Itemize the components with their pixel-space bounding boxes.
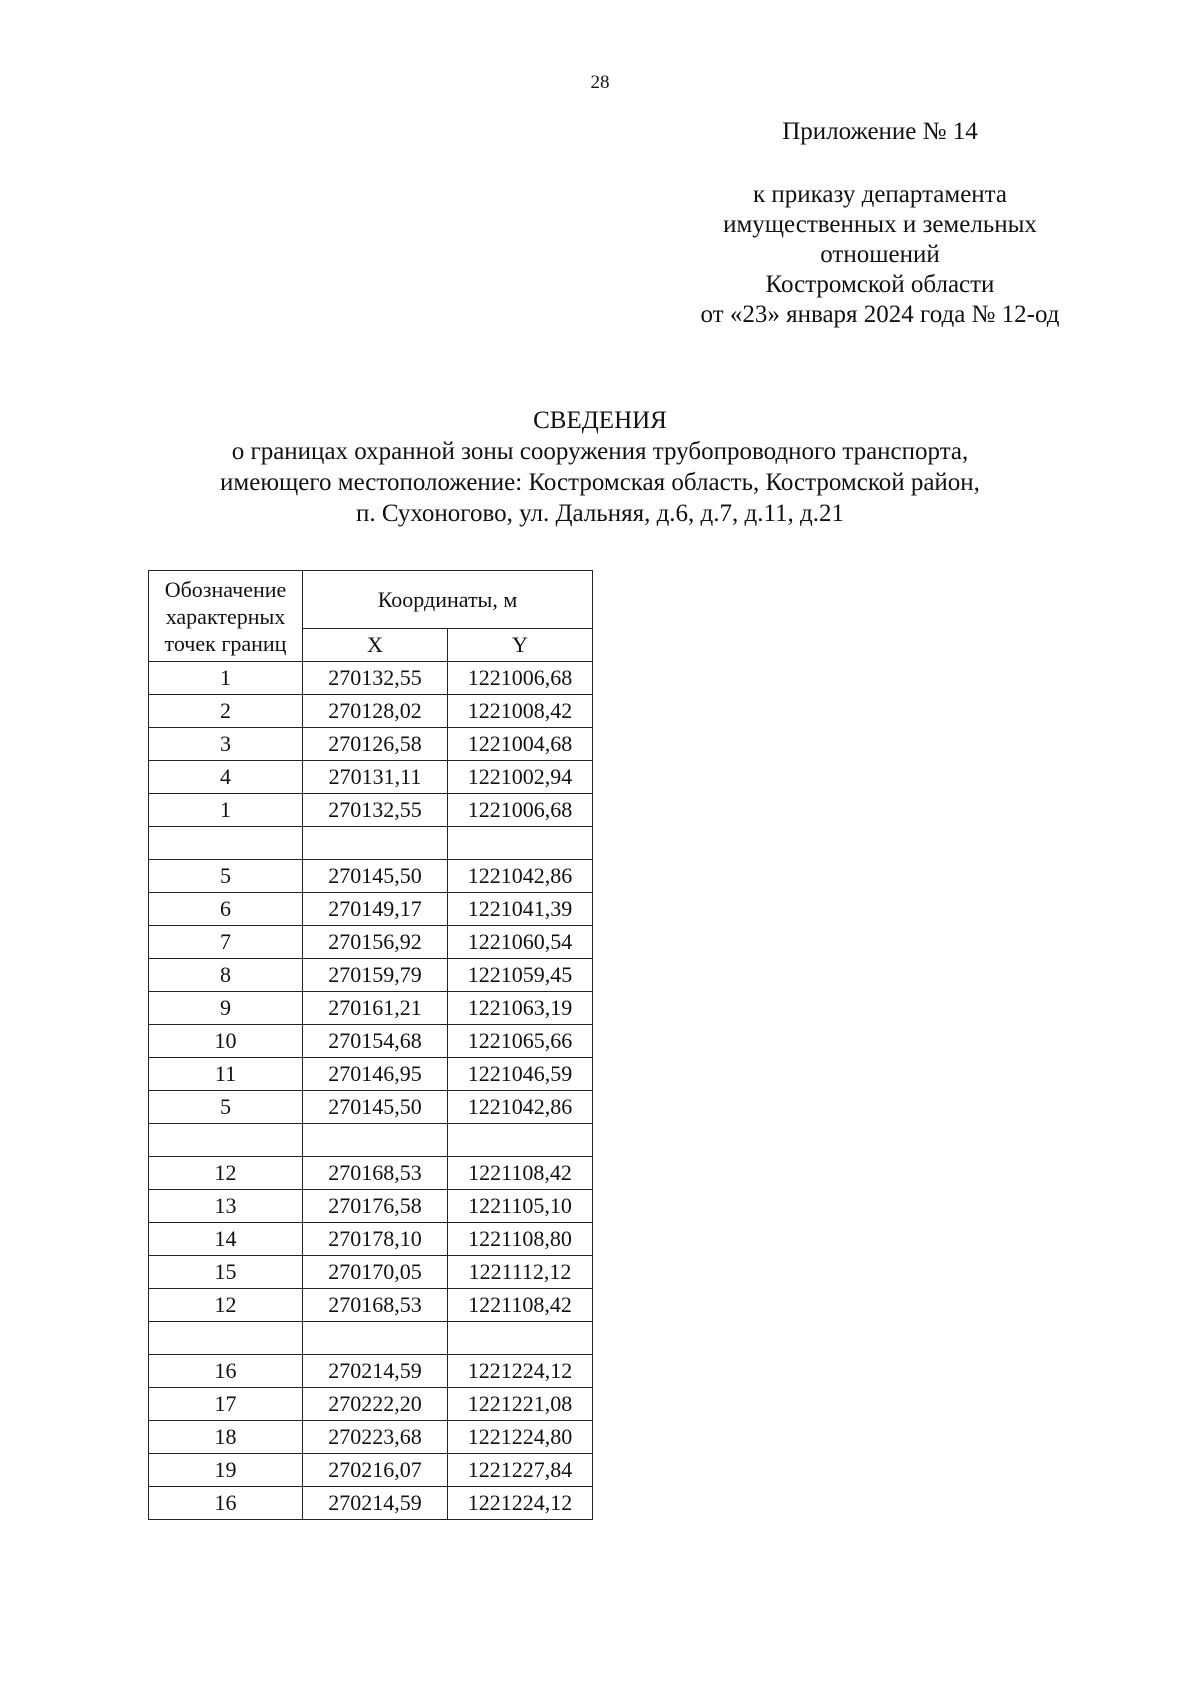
point-cell: 7 [149, 926, 303, 959]
coordinates-table [148, 570, 593, 1520]
y-cell: 1221108,42 [448, 1289, 593, 1322]
y-cell: 1221112,12 [448, 1256, 593, 1289]
heading-line: о границах охранной зоны сооружения трубопроводного транспорта, [231, 438, 969, 465]
x-cell: 270132,55 [303, 794, 448, 827]
heading-title: СВЕДЕНИЯ [533, 407, 667, 434]
table-row [149, 1421, 593, 1454]
appendix-line: Костромской области [765, 271, 995, 298]
header-x: X [303, 629, 448, 662]
x-cell: 270223,68 [303, 1421, 448, 1454]
header-coordinates: Координаты, м [303, 571, 593, 629]
y-cell: 1221046,59 [448, 1058, 593, 1091]
point-cell: 15 [149, 1256, 303, 1289]
appendix-line: от «23» января 2024 года № 12-од [700, 301, 1060, 328]
point-cell [149, 1124, 303, 1157]
point-cell: 12 [149, 1157, 303, 1190]
table-row [149, 1058, 593, 1091]
x-cell: 270149,17 [303, 893, 448, 926]
appendix-title: Приложение № 14 [782, 118, 978, 145]
y-cell: 1221002,94 [448, 761, 593, 794]
x-cell: 270214,59 [303, 1487, 448, 1520]
y-cell: 1221108,80 [448, 1223, 593, 1256]
header-point-line: характерных [165, 603, 286, 629]
point-cell: 16 [149, 1355, 303, 1388]
y-cell: 1221065,66 [448, 1025, 593, 1058]
x-cell: 270159,79 [303, 959, 448, 992]
y-cell: 1221042,86 [448, 1091, 593, 1124]
point-cell: 14 [149, 1223, 303, 1256]
x-cell: 270168,53 [303, 1289, 448, 1322]
heading-line: п. Сухоногово, ул. Дальняя, д.6, д.7, д.11, д.21 [355, 500, 845, 527]
point-cell: 1 [149, 794, 303, 827]
point-cell [149, 827, 303, 860]
y-cell: 1221227,84 [448, 1454, 593, 1487]
point-cell: 5 [149, 1091, 303, 1124]
point-cell: 10 [149, 1025, 303, 1058]
y-cell: 1221041,39 [448, 893, 593, 926]
table-row [149, 728, 593, 761]
y-cell: 1221004,68 [448, 728, 593, 761]
table-row [149, 893, 593, 926]
point-cell: 2 [149, 695, 303, 728]
y-cell: 1221008,42 [448, 695, 593, 728]
header-y: Y [448, 629, 593, 662]
table-row [149, 1190, 593, 1223]
table-row [149, 1124, 593, 1157]
appendix-line: к приказу департамента [752, 181, 1008, 208]
y-cell [448, 1124, 593, 1157]
x-cell: 270168,53 [303, 1157, 448, 1190]
point-cell: 19 [149, 1454, 303, 1487]
x-cell: 270176,58 [303, 1190, 448, 1223]
table-row [149, 860, 593, 893]
x-cell: 270214,59 [303, 1355, 448, 1388]
document-heading [0, 405, 1200, 529]
point-cell: 4 [149, 761, 303, 794]
header-point-line: точек границ [164, 630, 287, 656]
table-row [149, 695, 593, 728]
point-cell: 13 [149, 1190, 303, 1223]
table-row [149, 662, 593, 695]
table-row [149, 1355, 593, 1388]
x-cell: 270145,50 [303, 1091, 448, 1124]
page-number: 28 [590, 72, 610, 93]
y-cell [448, 1322, 593, 1355]
point-cell: 6 [149, 893, 303, 926]
table-row [149, 992, 593, 1025]
x-cell: 270132,55 [303, 662, 448, 695]
point-cell: 5 [149, 860, 303, 893]
x-cell: 270161,21 [303, 992, 448, 1025]
x-cell: 270131,11 [303, 761, 448, 794]
appendix-line: отношений [820, 241, 940, 268]
header-point-line: Обозначение [164, 576, 287, 602]
y-cell: 1221042,86 [448, 860, 593, 893]
y-cell: 1221006,68 [448, 662, 593, 695]
table-row [149, 1256, 593, 1289]
y-cell: 1221224,12 [448, 1355, 593, 1388]
table-row [149, 959, 593, 992]
point-cell: 17 [149, 1388, 303, 1421]
table-row [149, 794, 593, 827]
y-cell [448, 827, 593, 860]
x-cell: 270128,02 [303, 695, 448, 728]
x-cell [303, 1322, 448, 1355]
y-cell: 1221006,68 [448, 794, 593, 827]
table-row [149, 1157, 593, 1190]
x-cell: 270178,10 [303, 1223, 448, 1256]
point-cell: 8 [149, 959, 303, 992]
x-cell: 270154,68 [303, 1025, 448, 1058]
x-cell: 270216,07 [303, 1454, 448, 1487]
table-row [149, 761, 593, 794]
point-cell: 12 [149, 1289, 303, 1322]
x-cell: 270146,95 [303, 1058, 448, 1091]
point-cell: 1 [149, 662, 303, 695]
x-cell: 270170,05 [303, 1256, 448, 1289]
table-row [149, 1289, 593, 1322]
header-point [149, 571, 303, 662]
appendix-line: имущественных и земельных [723, 211, 1037, 238]
y-cell: 1221224,12 [448, 1487, 593, 1520]
table-row [149, 1487, 593, 1520]
y-cell: 1221105,10 [448, 1190, 593, 1223]
x-cell: 270156,92 [303, 926, 448, 959]
point-cell: 3 [149, 728, 303, 761]
table-row [149, 1091, 593, 1124]
y-cell: 1221059,45 [448, 959, 593, 992]
table-row [149, 1025, 593, 1058]
heading-line: имеющего местоположение: Костромская область, Костромской район, [220, 469, 980, 496]
x-cell: 270126,58 [303, 728, 448, 761]
y-cell: 1221063,19 [448, 992, 593, 1025]
point-cell: 9 [149, 992, 303, 1025]
table-row [149, 1223, 593, 1256]
y-cell: 1221224,80 [448, 1421, 593, 1454]
x-cell: 270145,50 [303, 860, 448, 893]
x-cell [303, 1124, 448, 1157]
x-cell: 270222,20 [303, 1388, 448, 1421]
point-cell: 18 [149, 1421, 303, 1454]
table-row [149, 827, 593, 860]
table-row [149, 1454, 593, 1487]
table-row [149, 1322, 593, 1355]
y-cell: 1221108,42 [448, 1157, 593, 1190]
table-row [149, 1388, 593, 1421]
point-cell [149, 1322, 303, 1355]
appendix-block [660, 117, 1100, 330]
y-cell: 1221060,54 [448, 926, 593, 959]
point-cell: 16 [149, 1487, 303, 1520]
point-cell: 11 [149, 1058, 303, 1091]
table-row [149, 926, 593, 959]
y-cell: 1221221,08 [448, 1388, 593, 1421]
x-cell [303, 827, 448, 860]
